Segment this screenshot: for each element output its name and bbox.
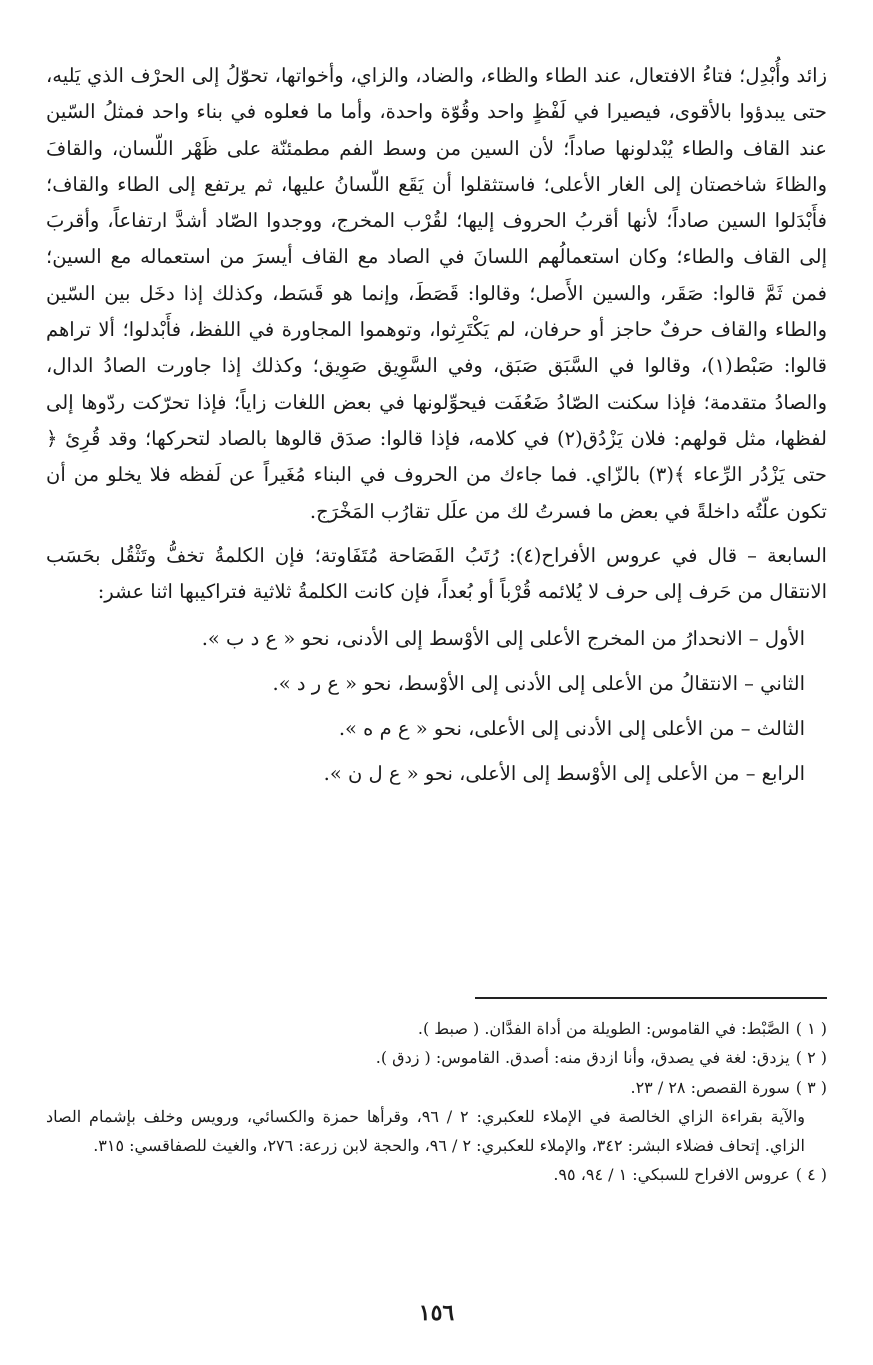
paragraph-seventh-eloquence: السابعة – قال في عروس الأفراح(٤): رُتَبُ الفَصَاحة مُتَفَاوتة؛ فإن الكلمةُ تخفُّ وتَثْقُل بحَسَب الانتقال من حَرف إلى حرف لا يُلائمه قُرْباً أو بُعداً، فإن كانت الكلمةُ ثلاثية فتراكيبها اثنا عشر: xyxy=(46,543,827,604)
footnote-1 xyxy=(46,1014,827,1043)
footnote-divider xyxy=(475,997,827,999)
combination-item-1: الأول – الانحدارُ من المخرج الأعلى إلى الأوْسط إلى الأدنى، نحو « ع د ب ». xyxy=(201,627,805,651)
footnote-3-continuation xyxy=(46,1102,827,1161)
footnote-number: ( ٣ ) xyxy=(795,1077,827,1097)
footnote-number: ( ٢ ) xyxy=(795,1048,827,1068)
footnote-text: والآية بقراءة الزاي الخالصة في الإملاء للعكبري: ٢ / ٩٦، وقرأها حمزة والكسائي، ورويس وخلف بإشمام الصاد الزاي. إتحاف فضلاء البشر: ٣٤٢، والإملاء للعكبري: ٢ / ٩٦، والحجة لابن زرعة: ٢٧٦، والغيث للصفاقسي: ٣١٥. xyxy=(46,1106,805,1156)
footnote-number: ( ٤ ) xyxy=(795,1165,827,1185)
footnotes xyxy=(46,1014,827,1190)
footnote-text: يزدق: لغة في يصدق، وأنا ازدق منه: أصدق. القاموس: ( زدق ). xyxy=(375,1048,790,1068)
combination-list xyxy=(46,616,805,796)
footnote-number: ( ١ ) xyxy=(795,1019,827,1038)
combination-item-4: الرابع – من الأعلى إلى الأوْسط إلى الأعلى، نحو « ع ل ن ». xyxy=(323,762,805,786)
main-text xyxy=(46,58,827,610)
paragraph-sin-sad-substitution: زائد وأُبْدِل؛ فتاءُ الافتعال، عند الطاء والظاء، والضاد، والزاي، وأخواتها، تحوّلُ إلى الحرْف الذي يَليه، حتى يبدؤوا بالأقوى، فيصيرا في لَفْظٍ واحد وقُوّة واحدة، وأما ما فعلوه في بناء واحد فمثلُ السّين عند القاف والطاء يُبْدلونها صاداً؛ لأن السين من وسط الفم مطمئنّة على ظَهْر اللّسان، والقافَ والظاءَ شاخصتان إلى الغار الأعلى؛ فاستثقلوا أن يَقَع اللّسانُ عليها، ثم يرتفع إلى الطاء والقاف؛ فأَبْدَلوا السين صاداً؛ لأنها أقربُ الحروف إليها؛ لقُرْب المخرج، ووجدوا الصّاد أشدَّ ارتفاعاً، وأقربَ إلى القاف والطاء؛ وكان استعمالُهم اللسانَ في الصاد مع القاف أيسرَ من استعماله مع السين؛ فمن ثَمَّ قالوا: صَقَر، والسين الأَصل؛ وقالوا: قَصَطَ، وإنما هو قَسَط، وكذلك إذا دخَل بين السّين والطاء والقاف حرفٌ حاجز أو حرفان، لم يَكْتَرِثوا، وتوهموا المجاورة في اللفظ، فأَبْدلوا؛ ألا تراهم قالوا: صَبْط(١)، وقالوا في السَّبَق صَبَق، وفي السَّوِيق صَوِيق؛ وكذلك إذا جاورت الصادُ الدال، والصادُ متقدمة؛ فإذا سكنت الصّادُ ضَعُفَت فيحوِّلونها في بعض اللغات زاياً؛ فإذا تحرّكت ردّوها إلى لفظها، مثل قولهم: فلان يَزْدُق(٢) في كلامه، فإذا قالوا: صدَق قالوها بالصاد لتحركها؛ وقد قُرِئ ﴿ حتى يَزْدُر الرِّعاء ﴾(٣) بالزّاي. فما جاءك من الحروف في البناء مُغَيراً عن لَفظه فلا يخلو من أن تكون علّتُه داخلةً في بعض ما فسرتُ لك من علَل تقارُب المَخْرَج. xyxy=(46,64,827,523)
footnote-text: الصَّبْط: في القاموس: الطويلة من أداة الفدَّان. ( صبط ). xyxy=(417,1019,790,1038)
footnote-text: سورة القصص: ٢٨ / ٢٣. xyxy=(630,1077,790,1097)
footnote-2 xyxy=(46,1043,827,1072)
footnote-text: عروس الافراح للسبكي: ١ / ٩٤، ٩٥. xyxy=(553,1165,790,1185)
footnote-3 xyxy=(46,1073,827,1102)
combination-item-3: الثالث – من الأعلى إلى الأدنى إلى الأعلى، نحو « ع م ه ». xyxy=(338,717,805,741)
page-body xyxy=(46,58,827,796)
combination-item-2: الثاني – الانتقالُ من الأعلى إلى الأدنى إلى الأوْسط، نحو « ع ر د ». xyxy=(272,672,805,696)
page-number: ١٥٦ xyxy=(418,1300,455,1326)
footnote-4 xyxy=(46,1160,827,1189)
